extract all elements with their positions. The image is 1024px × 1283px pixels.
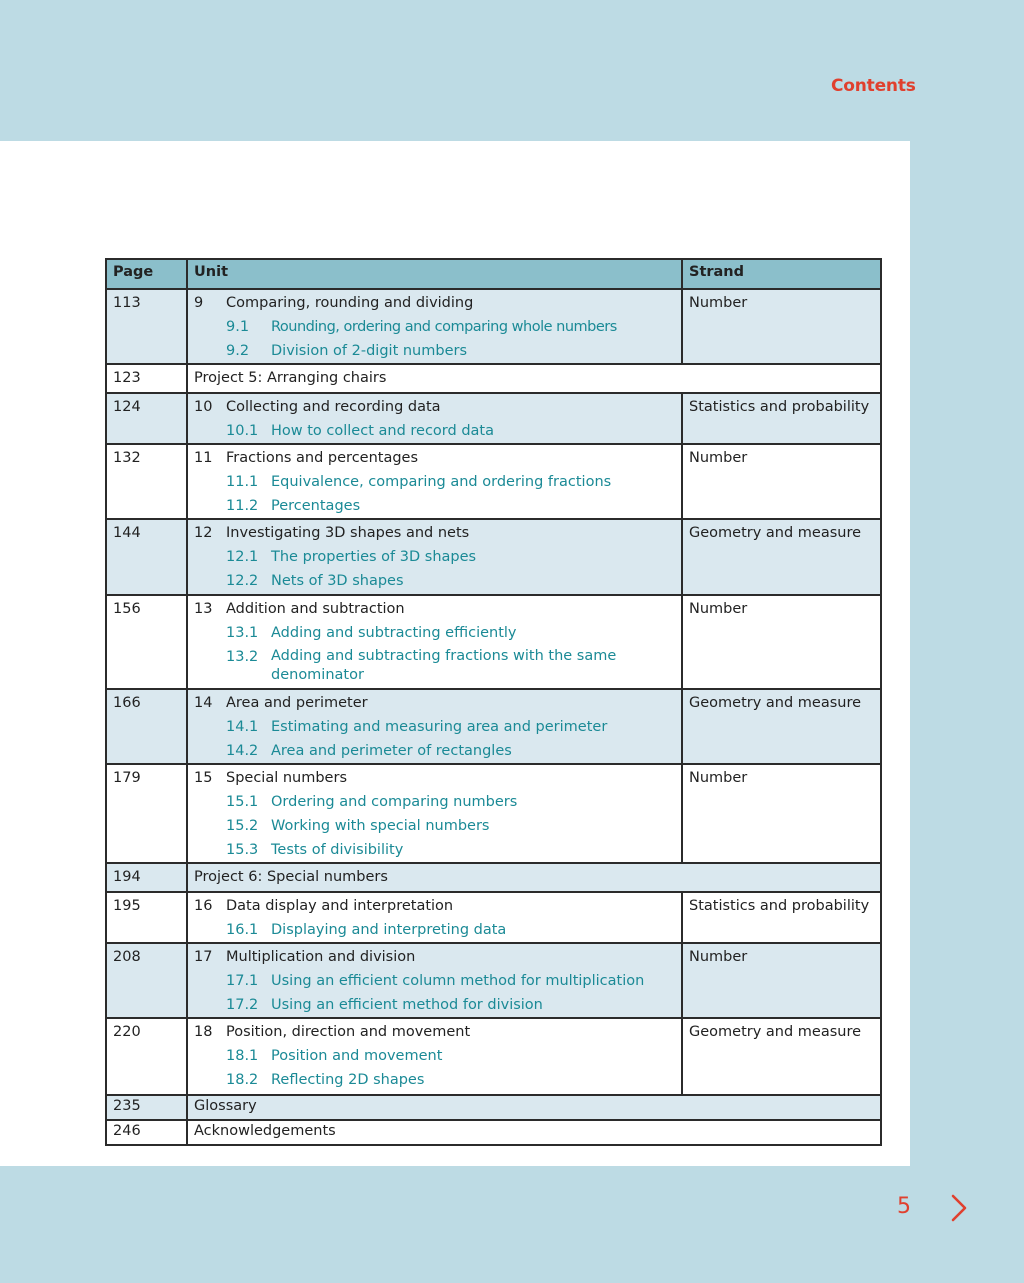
table-row	[107, 891, 880, 942]
table-row	[107, 594, 880, 688]
page-cell: 132	[107, 445, 188, 518]
sub-title[interactable]: Nets of 3D shapes	[271, 573, 404, 589]
sub-number: 10.1	[226, 423, 259, 439]
page-cell: 123	[107, 365, 188, 392]
page-cell: 179	[107, 765, 188, 862]
project-cell	[188, 365, 880, 392]
sub-number: 15.3	[226, 842, 259, 858]
chevron-right-icon[interactable]	[948, 1193, 970, 1223]
sub-title[interactable]: Division of 2-digit numbers	[271, 343, 468, 359]
page-cell: 144	[107, 520, 188, 594]
table-row	[107, 1094, 880, 1119]
unit-title[interactable]: Area and perimeter	[226, 695, 368, 711]
unit-cell	[188, 596, 683, 688]
sub-number: 12.2	[226, 573, 259, 589]
glossary-cell	[188, 1096, 880, 1119]
strand-cell: Geometry and measure	[689, 525, 862, 541]
strand-cell: Number	[689, 949, 748, 965]
sub-title[interactable]: Adding and subtracting efficiently	[271, 625, 517, 641]
page-cell: 220	[107, 1019, 188, 1094]
sub-title[interactable]: Estimating and measuring area and perimeter	[271, 719, 608, 735]
project-title[interactable]: Project 5: Arranging chairs	[194, 370, 387, 386]
unit-number: 9	[194, 295, 204, 311]
sub-title[interactable]: The properties of 3D shapes	[271, 549, 477, 565]
project-cell	[188, 864, 880, 891]
unit-number: 11	[194, 450, 213, 466]
sub-title[interactable]: Using an efficient method for division	[271, 997, 543, 1013]
sub-number: 15.2	[226, 818, 259, 834]
unit-number: 17	[194, 949, 213, 965]
strand-cell: Number	[689, 601, 748, 617]
sub-number: 14.1	[226, 719, 259, 735]
sub-title[interactable]: How to collect and record data	[271, 423, 494, 439]
unit-title[interactable]: Position, direction and movement	[226, 1024, 471, 1040]
unit-cell	[188, 1019, 683, 1094]
unit-title[interactable]: Multiplication and division	[226, 949, 416, 965]
table-row	[107, 862, 880, 891]
sub-title[interactable]: Reflecting 2D shapes	[271, 1072, 425, 1088]
section-title: Contents	[831, 76, 916, 96]
unit-cell	[188, 520, 683, 594]
unit-title[interactable]: Fractions and percentages	[226, 450, 419, 466]
page-cell: 195	[107, 893, 188, 942]
sub-title[interactable]: Rounding, ordering and comparing whole numbers	[271, 319, 617, 335]
sub-number: 17.2	[226, 997, 259, 1013]
page-cell: 246	[107, 1121, 188, 1144]
unit-cell	[188, 944, 683, 1017]
sub-number: 16.1	[226, 922, 259, 938]
table-row	[107, 763, 880, 862]
header-strand: Strand	[689, 264, 745, 280]
table-row	[107, 392, 880, 443]
sub-title[interactable]: Percentages	[271, 498, 361, 514]
unit-number: 12	[194, 525, 213, 541]
page-cell: 194	[107, 864, 188, 891]
header-page: Page	[107, 260, 188, 288]
strand-cell: Statistics and probability	[689, 898, 870, 914]
page-cell: 113	[107, 290, 188, 363]
unit-number: 18	[194, 1024, 213, 1040]
unit-cell	[188, 893, 683, 942]
page-cell: 208	[107, 944, 188, 1017]
table-row	[107, 1017, 880, 1094]
sub-title[interactable]: Tests of divisibility	[271, 842, 404, 858]
unit-cell	[188, 394, 683, 443]
unit-number: 10	[194, 399, 213, 415]
page-cell: 124	[107, 394, 188, 443]
sub-number: 14.2	[226, 743, 259, 759]
sub-number: 15.1	[226, 794, 259, 810]
strand-cell: Geometry and measure	[689, 695, 862, 711]
strand-cell: Number	[689, 450, 748, 466]
project-title[interactable]: Project 6: Special numbers	[194, 869, 388, 885]
table-row	[107, 942, 880, 1017]
table-row	[107, 688, 880, 763]
table-header	[107, 260, 880, 288]
page-cell: 156	[107, 596, 188, 688]
sub-number: 18.1	[226, 1048, 259, 1064]
unit-number: 15	[194, 770, 213, 786]
page-cell: 235	[107, 1096, 188, 1119]
sub-title[interactable]: Position and movement	[271, 1048, 443, 1064]
unit-cell	[188, 765, 683, 862]
page-cell: 166	[107, 690, 188, 763]
unit-title[interactable]: Data display and interpretation	[226, 898, 454, 914]
sub-number: 13.2	[226, 649, 259, 665]
acknowledgements-title[interactable]: Acknowledgements	[194, 1123, 336, 1139]
sub-number: 11.2	[226, 498, 259, 514]
unit-number: 14	[194, 695, 213, 711]
sub-title[interactable]: Using an efficient column method for multiplication	[271, 973, 645, 989]
sub-number: 18.2	[226, 1072, 259, 1088]
unit-title[interactable]: Investigating 3D shapes and nets	[226, 525, 470, 541]
page-number: 5	[897, 1194, 911, 1219]
unit-title[interactable]: Collecting and recording data	[226, 399, 441, 415]
unit-title[interactable]: Comparing, rounding and dividing	[226, 295, 474, 311]
table-row	[107, 363, 880, 392]
sub-title[interactable]: Ordering and comparing numbers	[271, 794, 518, 810]
sub-number: 12.1	[226, 549, 259, 565]
table-row	[107, 518, 880, 594]
sub-title[interactable]: Working with special numbers	[271, 818, 490, 834]
strand-cell: Geometry and measure	[689, 1024, 862, 1040]
table-row	[107, 288, 880, 363]
table-row	[107, 443, 880, 518]
unit-title[interactable]: Addition and subtraction	[226, 601, 405, 617]
unit-cell	[188, 690, 683, 763]
strand-cell: Statistics and probability	[689, 399, 870, 415]
sub-title[interactable]: Equivalence, comparing and ordering fractions	[271, 474, 612, 490]
sub-title[interactable]: Area and perimeter of rectangles	[271, 743, 512, 759]
sub-number: 13.1	[226, 625, 259, 641]
sub-number: 17.1	[226, 973, 259, 989]
table-row	[107, 1119, 880, 1144]
strand-cell: Number	[689, 770, 748, 786]
sub-number: 9.1	[226, 319, 250, 335]
unit-cell	[188, 290, 683, 363]
unit-number: 13	[194, 601, 213, 617]
acknowledgements-cell	[188, 1121, 880, 1144]
sub-number: 9.2	[226, 343, 250, 359]
glossary-title[interactable]: Glossary	[194, 1098, 257, 1114]
contents-table	[105, 258, 882, 1146]
sub-number: 11.1	[226, 474, 259, 490]
header-unit: Unit	[188, 260, 683, 288]
strand-cell: Number	[689, 295, 748, 311]
unit-number: 16	[194, 898, 213, 914]
sub-title[interactable]: Adding and subtracting fractions with the same denominator	[271, 648, 617, 683]
unit-cell	[188, 445, 683, 518]
unit-title[interactable]: Special numbers	[226, 770, 347, 786]
sub-title[interactable]: Displaying and interpreting data	[271, 922, 507, 938]
